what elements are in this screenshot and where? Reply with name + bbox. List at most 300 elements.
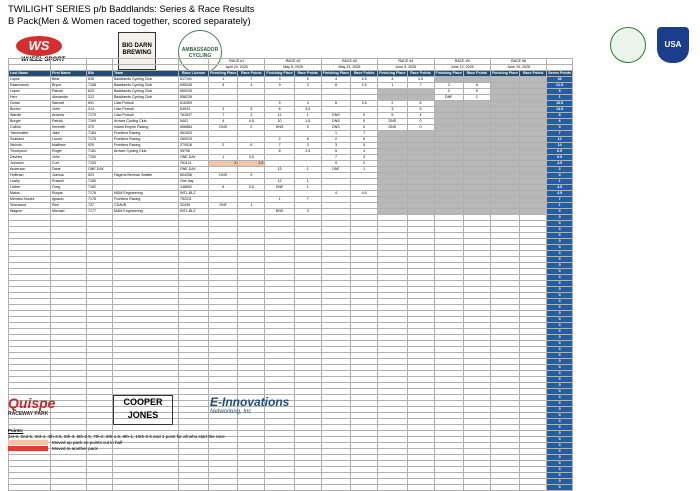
table-cell: 3 <box>294 143 321 149</box>
table-cell: 4.5 <box>238 119 265 125</box>
table-cell: 617191 <box>179 77 209 83</box>
table-cell: 1 <box>463 95 490 101</box>
table-cell: INTL-BLZ <box>179 191 209 197</box>
table-cell: Herr <box>9 95 51 101</box>
series-points-cell: 0 <box>547 485 573 491</box>
series-points-cell: 0 <box>547 329 573 335</box>
table-cell: 12 <box>265 179 294 185</box>
table-cell: 13 <box>265 167 294 173</box>
table-cell: 3 <box>378 107 407 113</box>
legend-label: Points: <box>8 428 24 433</box>
empty-cell <box>9 485 51 491</box>
table-cell: 3 <box>321 143 350 149</box>
table-cell: 761537 <box>179 113 209 119</box>
series-points-cell: 2 <box>547 167 573 173</box>
table-cell: 7168 <box>87 83 113 89</box>
series-points-cell: 8 <box>547 113 573 119</box>
table-cell: Alexander <box>51 95 87 101</box>
series-points-cell: 0 <box>547 293 573 299</box>
table-cell: 7 <box>321 155 350 161</box>
series-points-cell: 0 <box>547 347 573 353</box>
usa-shield-icon: USA <box>657 27 689 63</box>
table-cell: DNF <box>321 167 350 173</box>
table-cell: DNF <box>265 185 294 191</box>
table-cell: Collins <box>9 125 51 131</box>
race-date: May 22, 2025 <box>321 65 377 71</box>
empty-cell <box>113 485 179 491</box>
table-cell: 3.5 <box>238 185 265 191</box>
col-header-bib: Bib <box>87 71 113 77</box>
table-cell: 7 <box>209 113 238 119</box>
table-cell: 4 <box>321 191 350 197</box>
col-header-place: Finishing Place <box>435 71 462 75</box>
table-cell: 2 <box>294 83 321 89</box>
series-points-cell: 0 <box>547 269 573 275</box>
table-cell: 6 <box>463 83 490 89</box>
race-label: RACE #4 <box>378 59 434 65</box>
table-cell: DNS <box>321 119 350 125</box>
ambassador-text: AMBASSADOR CYCLING <box>178 30 222 74</box>
table-cell: 2.5 <box>238 161 265 167</box>
table-cell: Nichols <box>9 143 51 149</box>
table-cell: 656884 <box>179 125 209 131</box>
table-cell: Russell <box>51 179 87 185</box>
series-points-cell: 0 <box>547 221 573 227</box>
table-cell: 7181 <box>87 149 113 155</box>
table-cell: 7162 <box>87 185 113 191</box>
table-cell: Bryce <box>51 83 87 89</box>
table-cell: 3 <box>238 113 265 119</box>
race-label: RACE #3 <box>321 59 377 65</box>
table-cell: Andrew <box>51 113 87 119</box>
table-cell: DNF <box>209 203 238 209</box>
table-cell: 5 <box>294 77 321 83</box>
table-cell: Baddlands Cycling Club <box>113 95 179 101</box>
series-points-cell: 0 <box>547 449 573 455</box>
washington-state-logo <box>610 27 650 65</box>
table-cell: 8 <box>265 149 294 155</box>
table-cell: 7169 <box>87 119 113 125</box>
table-cell: Baddlands Cycling Club <box>113 89 179 95</box>
series-points-cell: 0 <box>547 209 573 215</box>
table-cell: 4 <box>321 77 350 83</box>
table-cell: Dane <box>51 167 87 173</box>
e-innovations-text: E-Innovations <box>210 395 290 409</box>
table-cell: 5 <box>238 107 265 113</box>
table-cell: 4 <box>238 83 265 89</box>
series-points-cell: 0 <box>547 353 573 359</box>
series-points-cell: 0 <box>547 425 573 431</box>
col-header-points: Race Points <box>520 71 547 77</box>
series-points-cell: 0 <box>547 377 573 383</box>
empty-row <box>9 485 573 491</box>
legend-moved-down: Moved to another pack <box>52 446 98 451</box>
table-cell: 7180 <box>87 179 113 185</box>
empty-cell <box>520 485 547 491</box>
table-cell: Lopez <box>9 77 51 83</box>
series-points-cell: 0 <box>547 227 573 233</box>
table-cell: ONE DAY <box>179 155 209 161</box>
race-label: RACE #5 <box>434 59 490 65</box>
table-cell: 616309 <box>179 101 209 107</box>
col-header-points: Race Points <box>407 71 434 77</box>
table-cell: 1 <box>209 77 238 83</box>
series-points-cell: 0 <box>547 461 573 467</box>
series-points-cell: 0 <box>547 125 573 131</box>
table-cell: 0 <box>351 119 378 125</box>
table-cell: Frontiers Racing <box>113 197 179 203</box>
series-points-cell: 6.5 <box>547 155 573 161</box>
legend-swatch-red <box>8 446 48 451</box>
table-cell: 1 <box>378 83 407 89</box>
table-cell: 7153 <box>87 161 113 167</box>
table-cell: Arrivee Cycling Club <box>113 149 179 155</box>
table-cell: Lilac Pursuit <box>113 107 179 113</box>
race-date: June 19, 2025 <box>490 65 546 71</box>
series-points-cell: 7 <box>547 131 573 137</box>
table-cell: 6 <box>294 137 321 143</box>
table-cell: Johnson <box>9 161 51 167</box>
table-cell: 7175 <box>87 137 113 143</box>
series-points-cell: 13.5 <box>547 107 573 113</box>
table-cell: DNS <box>321 113 350 119</box>
table-cell: Roger <box>51 149 87 155</box>
table-cell: Rasmussen <box>9 83 51 89</box>
table-cell: 2 <box>351 161 378 167</box>
table-cell: 659245 <box>179 89 209 95</box>
table-cell: Leahy <box>9 179 51 185</box>
col-header-team: Team <box>113 71 179 77</box>
table-cell: 1 <box>265 197 294 203</box>
table-cell: 0 <box>294 125 321 131</box>
table-cell: Thompson <box>9 149 51 155</box>
page-title: TWILIGHT SERIES p/b Baddlands: Series & Race Results <box>8 4 255 15</box>
series-points-cell: 6.5 <box>547 149 573 155</box>
table-cell: 0 <box>351 113 378 119</box>
series-points-cell: 0 <box>547 287 573 293</box>
race-date: May 8, 2025 <box>265 65 321 71</box>
series-points-cell: 0 <box>547 479 573 485</box>
series-points-cell: 0 <box>547 341 573 347</box>
table-cell: 1 <box>238 203 265 209</box>
table-cell: Matus <box>9 191 51 197</box>
legend-swatch-tan <box>8 440 48 445</box>
wheel-sport-mark: WS <box>16 36 62 56</box>
table-cell: 63923 <box>179 107 209 113</box>
table-cell: Matthew <box>51 143 87 149</box>
table-cell: 95796 <box>179 149 209 155</box>
series-points-cell: 0 <box>547 233 573 239</box>
table-cell: Anderson <box>9 167 51 173</box>
series-points-cell: 4.5 <box>547 185 573 191</box>
table-cell: Goran <box>9 101 51 107</box>
quispe-text: Quispe <box>8 395 56 411</box>
race-label: RACE #2 <box>265 59 321 65</box>
table-cell: 523 <box>87 173 113 179</box>
table-cell: 4.5 <box>351 77 378 83</box>
table-cell: DNS <box>209 173 238 179</box>
table-cell: 7150 <box>87 155 113 161</box>
table-cell: Bear <box>51 77 87 83</box>
table-cell: 691 <box>87 101 113 107</box>
table-cell: 32439 <box>179 203 209 209</box>
table-cell: 6 <box>265 107 294 113</box>
series-points-cell: 0 <box>547 383 573 389</box>
table-cell: 1.5 <box>294 119 321 125</box>
series-points-cell: 0 <box>547 389 573 395</box>
table-cell: John <box>51 107 87 113</box>
table-cell: 752211 <box>179 197 209 203</box>
table-cell: Samuel <box>51 101 87 107</box>
table-cell: 3.5 <box>351 101 378 107</box>
series-points-cell: 0 <box>547 299 573 305</box>
series-points-cell: 6 <box>547 119 573 125</box>
series-points-cell: 0 <box>547 257 573 263</box>
table-cell: John <box>51 155 87 161</box>
cooper-jones-logo: COOPER JONES <box>113 395 173 425</box>
series-points-cell: 4.5 <box>547 161 573 167</box>
series-points-cell: 0 <box>547 371 573 377</box>
table-cell: 3.5 <box>238 155 265 161</box>
race-date: June 12, 2025 <box>434 65 490 71</box>
race-date: April 24, 2025 <box>209 65 265 71</box>
table-cell: 7 <box>407 83 434 89</box>
table-cell: 7177 <box>87 209 113 215</box>
table-cell: Frontiers Racing <box>113 137 179 143</box>
table-cell: 3 <box>434 89 463 95</box>
table-cell: Yahnmatter <box>9 131 51 137</box>
table-cell: 561003 <box>179 131 209 137</box>
table-cell: 4.5 <box>407 77 434 83</box>
col-header-place: Finishing Place <box>210 71 237 75</box>
table-cell: M&M Engineering <box>113 209 179 215</box>
table-cell: 761114 <box>179 161 209 167</box>
table-cell: Wagner <box>9 209 51 215</box>
series-points-cell: 14 <box>547 143 573 149</box>
table-cell: 2 <box>265 137 294 143</box>
table-cell: 3 <box>209 161 238 167</box>
table-cell: Lilac Pursuit <box>113 113 179 119</box>
table-cell: Arrivee Cycling Club <box>113 119 179 125</box>
table-cell: DNS <box>265 209 294 215</box>
series-points-cell: 0 <box>547 251 573 257</box>
series-points-cell: 1 <box>547 95 573 101</box>
table-cell: 3 <box>351 155 378 161</box>
table-cell: 2.5 <box>294 149 321 155</box>
table-cell: 3 <box>209 107 238 113</box>
table-cell: 11 <box>265 113 294 119</box>
table-cell: INTL-BLZ <box>179 209 209 215</box>
table-cell: Baddlands Cycling Club <box>113 77 179 83</box>
series-points-cell: 0 <box>547 239 573 245</box>
table-cell: DNS <box>321 125 350 131</box>
series-points-cell: 0 <box>547 455 573 461</box>
series-points-cell: 0 <box>547 407 573 413</box>
table-cell: 6 <box>238 143 265 149</box>
wheel-sport-text: WHEEL SPORT <box>21 57 65 63</box>
table-cell: 7 <box>351 131 378 137</box>
col-header-place: Finishing Place <box>491 71 519 75</box>
table-cell: Wardle <box>9 113 51 119</box>
table-cell: 1 <box>294 179 321 185</box>
series-points-cell: 0 <box>547 413 573 419</box>
table-cell: Burger <box>9 119 51 125</box>
table-cell: 314 <box>87 107 113 113</box>
table-cell: Jake <box>51 131 87 137</box>
table-cell: Hoffman <box>9 173 51 179</box>
table-cell: 5 <box>321 149 350 155</box>
table-cell: 0 <box>238 173 265 179</box>
table-cell: ONE DAY <box>179 167 209 173</box>
table-cell: 5 <box>265 101 294 107</box>
series-points-cell: 5 <box>547 89 573 95</box>
empty-cell <box>434 485 463 491</box>
col-header-series: Series Points <box>548 71 572 75</box>
table-cell: Michael <box>51 209 87 215</box>
table-cell: 2 <box>321 137 350 143</box>
table-cell: Luther <box>9 185 51 191</box>
table-cell: Burton <box>9 107 51 113</box>
series-points-cell: 0 <box>547 323 573 329</box>
col-header-points: Race Points <box>238 71 265 77</box>
table-cell: Hagens Berman Seattle <box>113 173 179 179</box>
table-cell: Lucca <box>51 137 87 143</box>
table-cell: 556226 <box>179 95 209 101</box>
col-header-points: Race Points <box>294 71 321 77</box>
table-cell: M&M Engineering <box>113 191 179 197</box>
series-points-cell: 0 <box>547 359 573 365</box>
table-cell: 5401 <box>179 119 209 125</box>
col-header-points: Race Points <box>351 71 378 77</box>
table-cell: ONE DAY <box>87 167 113 173</box>
series-points-cell: 12 <box>547 137 573 143</box>
empty-cell <box>321 485 350 491</box>
big-darn-text: BIG DARN BREWING <box>118 32 156 70</box>
col-header-place: Finishing Place <box>266 71 293 75</box>
series-points-cell: 0 <box>547 215 573 221</box>
table-cell: Frontiers Racing <box>113 131 179 137</box>
table-cell: Joshua <box>51 173 87 179</box>
table-cell: 6 <box>407 101 434 107</box>
empty-cell <box>51 485 87 491</box>
table-cell: 6 <box>321 101 350 107</box>
series-points-cell: 7 <box>547 197 573 203</box>
table-cell: 4 <box>378 77 407 83</box>
table-cell: Curt <box>51 161 87 167</box>
table-cell: CDAVB <box>113 203 179 209</box>
table-cell: 1 <box>294 113 321 119</box>
table-cell: 3.5 <box>294 107 321 113</box>
table-cell: 10 <box>265 119 294 125</box>
series-points-cell: 21.5 <box>547 83 573 89</box>
col-header-place: Finishing Place <box>322 71 350 75</box>
col-header-license: Race License <box>179 71 209 77</box>
e-innovations-sub: Networking, Inc <box>210 409 252 415</box>
series-points-cell: 13.5 <box>547 101 573 107</box>
table-cell: 3 <box>265 77 294 83</box>
table-cell: 5 <box>463 89 490 95</box>
table-cell: 4 <box>351 149 378 155</box>
col-header-points: Race Points <box>463 71 490 77</box>
table-cell: DNS <box>378 125 407 131</box>
table-cell: 7176 <box>87 191 113 197</box>
table-cell: 270026 <box>179 143 209 149</box>
empty-cell <box>463 485 490 491</box>
series-points-cell: 0 <box>547 473 573 479</box>
table-cell: 1 <box>294 185 321 191</box>
table-cell: 9 <box>265 83 294 89</box>
table-cell: DNF <box>434 95 463 101</box>
table-cell: DNS <box>378 119 407 125</box>
table-cell: Lopez <box>9 89 51 95</box>
series-points-cell: 4.5 <box>547 191 573 197</box>
table-cell: 4 <box>294 101 321 107</box>
empty-cell <box>407 485 434 491</box>
series-points-cell: 0 <box>547 443 573 449</box>
table-cell: 9 <box>321 161 350 167</box>
empty-cell <box>490 485 519 491</box>
table-cell: 5 <box>209 83 238 89</box>
series-points-cell: 1 <box>547 179 573 185</box>
series-points-cell: 1 <box>547 203 573 209</box>
series-points-cell: 0 <box>547 467 573 473</box>
table-cell: 7170 <box>87 113 113 119</box>
table-cell: Sherwood <box>9 203 51 209</box>
table-cell: 4 <box>209 119 238 125</box>
table-cell: Baddlands Cycling Club <box>113 83 179 89</box>
table-cell: 0 <box>294 209 321 215</box>
series-points-cell: 33 <box>547 77 573 83</box>
table-cell: 7184 <box>87 131 113 137</box>
table-cell: 604256 <box>179 173 209 179</box>
table-cell: 5 <box>407 107 434 113</box>
empty-cell <box>209 485 238 491</box>
series-points-cell: 0 <box>547 437 573 443</box>
table-cell: 4 <box>407 113 434 119</box>
table-cell: Inland Empire Racing <box>113 125 179 131</box>
table-cell: 2.5 <box>351 83 378 89</box>
table-cell: 6 <box>209 185 238 191</box>
legend-moved-up: Moved up pack so points cut in half <box>52 440 123 445</box>
e-innovations-logo <box>210 395 320 421</box>
table-cell: Rich <box>51 203 87 209</box>
table-cell: Kenneth <box>51 125 87 131</box>
table-cell: One day <box>179 179 209 185</box>
table-cell: 7 <box>238 77 265 83</box>
race-label: RACE #6 <box>490 59 546 65</box>
table-cell: 6 <box>351 137 378 143</box>
series-points-cell: 0 <box>547 317 573 323</box>
table-cell: 623 <box>87 89 113 95</box>
table-cell: 5 <box>378 113 407 119</box>
empty-cell <box>179 485 209 491</box>
col-header-place: Finishing Place <box>379 71 406 75</box>
series-points-cell: 0 <box>547 419 573 425</box>
table-cell: 7 <box>294 197 321 203</box>
table-cell: 2 <box>378 101 407 107</box>
table-cell: 0 <box>407 119 434 125</box>
table-cell: DNS <box>265 125 294 131</box>
empty-cell <box>265 485 294 491</box>
quispe-sub: RACEWAY PARK <box>8 411 49 417</box>
quispe-raceway-logo <box>8 395 88 419</box>
table-cell: 1 <box>321 131 350 137</box>
table-cell: 635 <box>87 77 113 83</box>
table-cell: Roque <box>51 191 87 197</box>
race-date: June 5, 2025 <box>378 65 434 71</box>
table-cell: Patrick <box>51 119 87 125</box>
table-cell: 148652 <box>179 185 209 191</box>
